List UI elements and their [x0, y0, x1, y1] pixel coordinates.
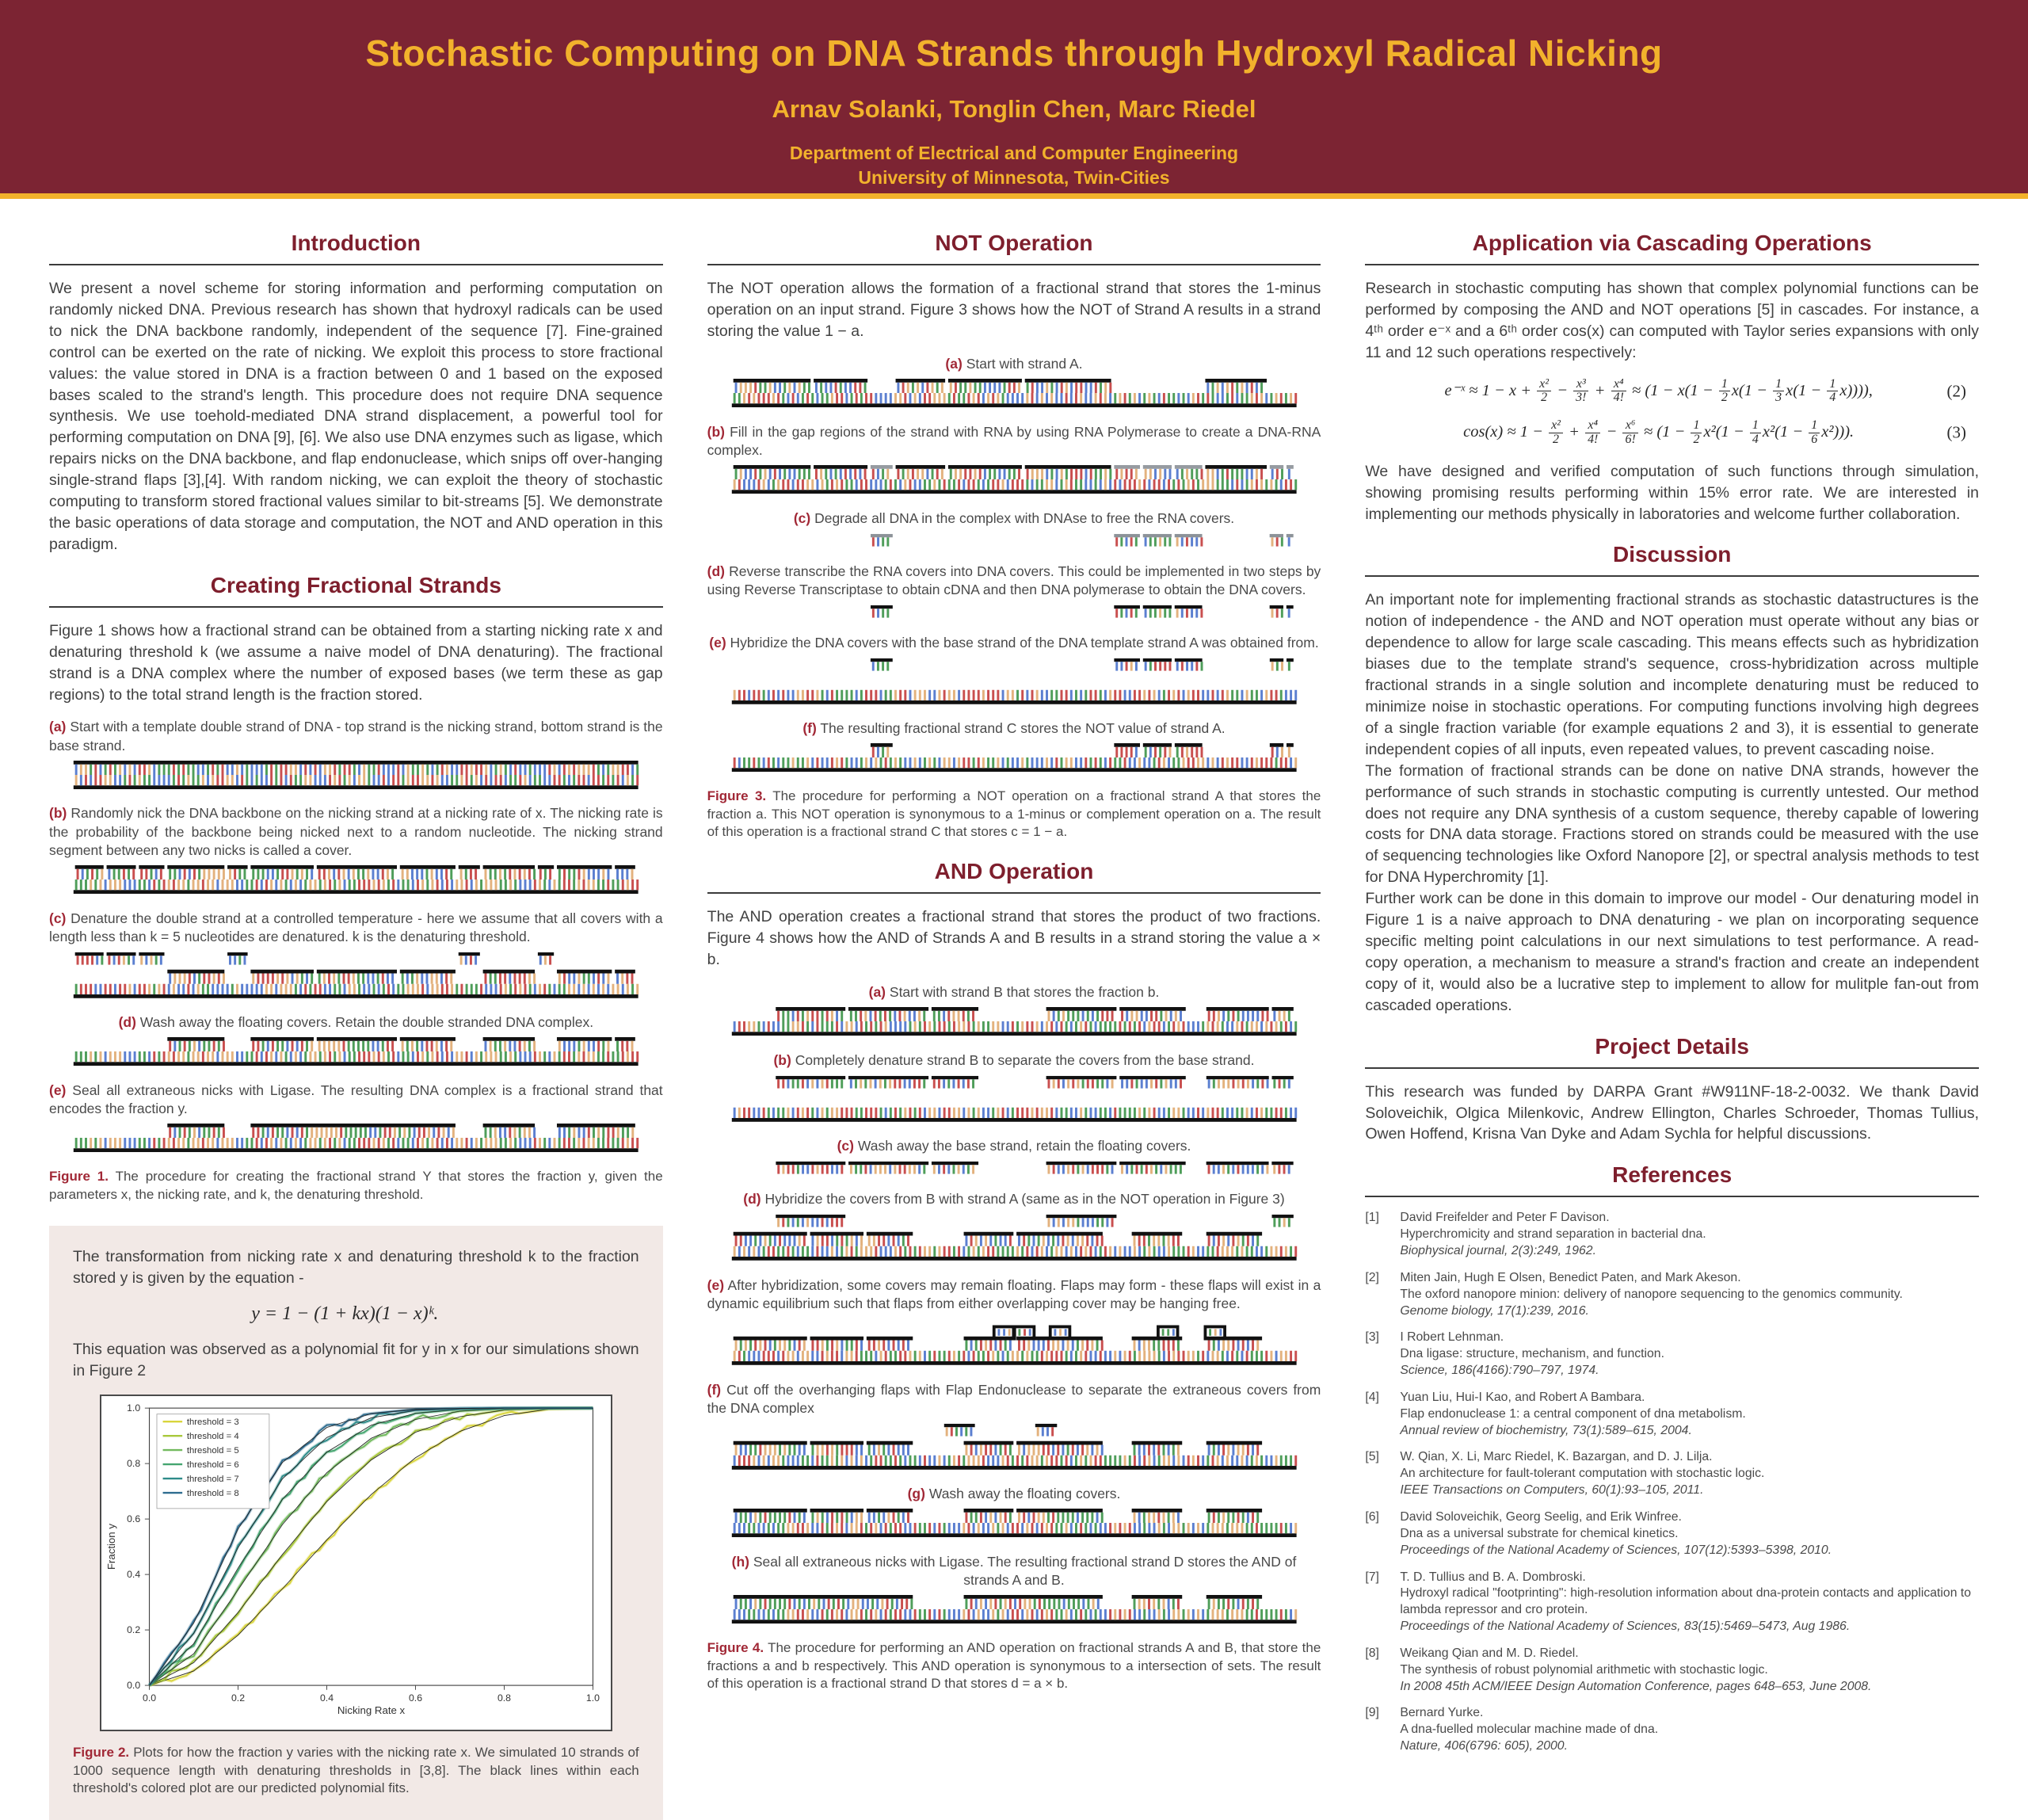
fig3-step-d: (d) Reverse transcribe the RNA covers into DNA covers. This could be implemented in two steps by using Reverse Transcriptase to obtain cDNA and then DNA polymerase to obtain the DNA covers. [707, 563, 1321, 597]
section-heading-introduction: Introduction [291, 231, 421, 255]
and-paragraph: The AND operation creates a fractional strand that stores the product of two fractions. Figure 4 shows how the AND of Strands A and B results in a strand storing the value a × b. [707, 907, 1321, 968]
poster-authors: Arnav Solanki, Tonglin Chen, Marc Riedel [772, 95, 1256, 123]
column-middle [707, 213, 1321, 1820]
svg-text:0.8: 0.8 [497, 1692, 511, 1704]
reference-item-7: [7] T. D. Tullius and B. A. Dombroski. Hydroxyl radical "footprinting": high-resolution information about dna-protein contacts and application to lambda repressor and cro protein. Proceedings of the National Academy of Sciences, 83(15):5469–5473, Aug 1986. [1365, 1570, 1972, 1634]
dna-strand-diagram-fig1a [71, 761, 641, 792]
svg-text:0.2: 0.2 [126, 1624, 140, 1635]
introduction-paragraph: We present a novel scheme for storing information and performing computation on randomly nicked DNA. Previous research has shown that hydroxyl radicals can be used to nick the DNA backbone randomly, independent of the sequence [7]. Fine-grained control can be exerted on the rate of nicking. We exploit this process to store fractional values: the value stored in DNA is a fraction between 0 and 1 based on the exposed bases scaled to the strand's length. This procedure does not require DNA sequence synthesis. We use toehold-mediated DNA strand displacement, a powerful tool for performing computation on DNA [9], [6]. We also use DNA enzymes such as ligase, which repairs nicks on the DNA backbone, and flap endonuclease, which snips off over-hanging single-strand flaps [3],[4]. With random nicking, we can exploit the theory of stochastic computing to transform stored fractional values similar to bit-streams [5]. We demonstrate the basic operations of data storage and computation, the NOT and AND operation in this paradigm. [49, 280, 663, 553]
section-heading-not-operation: NOT Operation [935, 231, 1093, 255]
dna-strand-diagram-fig3c [729, 533, 1299, 550]
fig4-step-b: (b) Completely denature strand B to separate the covers from the base strand. [773, 1051, 1255, 1068]
fig1-step-c: (c) Denature the double strand at a controlled temperature - here we assume that all covers with a length less than k = 5 nucleotides are denatured. k is the denaturing threshold. [49, 910, 663, 944]
dna-strand-diagram-fig4g [729, 1509, 1299, 1540]
reference-item-3: [3] I Robert Lehnman. Dna ligase: structure, mechanism, and function. Science, 186(4166):790–797, 1974. [1365, 1330, 1664, 1378]
fig4-step-h: (h) Seal all extraneous nicks with Ligase. The resulting fractional strand D stores the AND of strands A and B. [731, 1554, 1297, 1589]
affiliation-line-1: Department of Electrical and Computer Engineering [789, 143, 1239, 163]
figure2-chart [100, 1395, 612, 1731]
fig4-step-a: (a) Start with strand B that stores the fraction b. [868, 983, 1160, 1000]
references-list [1365, 1210, 1979, 1755]
svg-text:1.0: 1.0 [126, 1402, 140, 1414]
figure2-caption: Figure 2. Plots for how the fraction y varies with the nicking rate x. We simulated 10 strands of 1000 sequence length with denaturing thresholds in [3,8]. The black lines within each threshold's colored plot are our predicted polynomial fits. [73, 1745, 639, 1796]
fig1-step-e: (e) Seal all extraneous nicks with Ligase. The resulting DNA complex is a fractional strand that encodes the fraction y. [49, 1082, 663, 1117]
application-paragraph-1: Research in stochastic computing has shown that complex polynomial functions can be performed by composing the AND and NOT operations [5] in cascades. For instance, a 4ᵗʰ order e⁻ˣ and a 6ᵗʰ order cos(x) can computed with Taylor series expansions with only 11 and 12 such operations respectively: [1365, 280, 1979, 361]
fig4-step-e: (e) After hybridization, some covers may remain floating. Flaps may form - these flaps will exist in a dynamic equilibrium such that flaps from either overlapping cover may be hanging free. [707, 1276, 1321, 1311]
dna-strand-diagram-fig3b [729, 465, 1299, 497]
heading-rule [707, 264, 1321, 265]
dna-strand-diagram-fig4h [729, 1595, 1299, 1627]
dna-strand-diagram-fig4a [729, 1007, 1299, 1039]
equation-2: e⁻ˣ ≈ 1 − x + $\frac{\text{x²}}{2}$ − $\frac{\text{x³}}{3!}$ + $\frac{\text{x⁴}}{4!}$ ≈ (1 − x(1 − $\frac{1}{2}$ x(1 − $\frac{1}{3}$ x(1 − $\frac{1}{4}$ x)))), (2) [1444, 376, 1966, 405]
reference-item-6: [6] David Soloveichik, Georg Seelig, and Erik Winfree. Dna as a universal substrate for chemical kinetics. Proceedings of the National Academy of Sciences, 107(12):5393–5398, 2010. [1365, 1509, 1832, 1557]
heading-rule [707, 892, 1321, 894]
heading-rule [1365, 264, 1979, 265]
fig1-step-b: (b) Randomly nick the DNA backbone on the nicking strand at a nicking rate of x. The nicking rate is the probability of the backbone being nicked next to a random nucleotide. The nicking strand segment between any two nicks is called a cover. [49, 805, 663, 858]
fig3-step-e: (e) Hybridize the DNA covers with the base strand of the DNA template strand A was obtained from. [709, 634, 1319, 651]
affiliation-line-2: University of Minnesota, Twin-Cities [858, 167, 1170, 189]
svg-text:threshold = 8: threshold = 8 [186, 1488, 239, 1498]
project-details-section [1365, 1034, 1979, 1146]
not-paragraph: The NOT operation allows the formation of a fractional strand that stores the 1-minus operation on an input strand. Figure 3 shows how the NOT of Strand A results in a strand storing the value 1 − a. [707, 280, 1321, 340]
column-left [49, 213, 663, 1820]
heading-rule [49, 264, 663, 265]
dna-strand-diagram-fig1d [71, 1037, 641, 1069]
reference-item-9: [9] Bernard Yurke. A dna-fuelled molecular machine made of dna. Nature, 406(6796: 605), 2000. [1365, 1706, 1659, 1753]
dna-strand-diagram-fig4e [729, 1318, 1299, 1368]
svg-text:threshold = 7: threshold = 7 [186, 1474, 239, 1484]
figure4-caption: Figure 4. The procedure for performing an AND operation on fractional strands A and B, that store the fractions a and b respectively. This AND operation is synonymous to a intersection of sets. The result of this operation is a fractional strand D that stores d = a × b. [707, 1640, 1321, 1692]
poster-header [0, 0, 2028, 199]
figure2-plot-svg [101, 1396, 611, 1726]
dna-strand-diagram-fig4b [729, 1075, 1299, 1125]
figure1-caption: Figure 1. The procedure for creating the fractional strand Y that stores the fraction y, given the parameters x, the nicking rate, and k, the denaturing threshold. [49, 1169, 663, 1202]
reference-item-2: [2] Miten Jain, Hugh E Olsen, Benedict Paten, and Mark Akeson. The oxford nanopore minion: delivery of nanopore sequencing to the genomics community. Genome biology, 17(1):239, 2016. [1365, 1270, 1903, 1318]
fig1-step-a: (a) Start with a template double strand of DNA - top strand is the nicking strand, bottom strand is the base strand. [49, 719, 663, 754]
dna-strand-diagram-fig3e [729, 658, 1299, 708]
project-details-paragraph: This research was funded by DARPA Grant #W911NF-18-2-0032. We thank David Soloveichik, Olgica Milenkovic, Andrew Ellington, Charles Schroeder, Thomas Tullius, Owen Hoffend, Krisna Van Dyke and Adam Sychla for helpful discussions. [1365, 1082, 1979, 1143]
reference-item-4: [4] Yuan Liu, Hui-I Kao, and Robert A Bambara. Flap endonuclease 1: a central component of dna metabolism. Annual review of biochemistry, 73(1):589–615, 2004. [1365, 1390, 1746, 1437]
heading-rule [49, 606, 663, 608]
fig4-step-f: (f) Cut off the overhanging flaps with Flap Endonuclease to separate the extraneous covers from the DNA complex [707, 1381, 1321, 1416]
section-heading-references: References [1612, 1162, 1733, 1188]
dna-strand-diagram-fig3f [729, 743, 1299, 775]
equation-figure2-box [49, 1226, 663, 1820]
fig4-step-g: (g) Wash away the floating covers. [907, 1486, 1121, 1502]
svg-text:0.6: 0.6 [126, 1513, 140, 1524]
section-heading-discussion: Discussion [1612, 542, 1732, 567]
svg-text:threshold = 3: threshold = 3 [186, 1417, 239, 1427]
dna-strand-diagram-fig4f [729, 1423, 1299, 1473]
column-right [1365, 213, 1979, 1820]
poster-columns [0, 199, 2028, 1820]
heading-rule [1365, 1196, 1979, 1197]
dna-strand-diagram-fig4d [729, 1214, 1299, 1264]
section-heading-creating-fractional-strands: Creating Fractional Strands [210, 572, 501, 597]
dna-strand-diagram-fig1e [71, 1124, 641, 1155]
svg-text:Fraction y: Fraction y [105, 1524, 117, 1570]
svg-text:0.0: 0.0 [142, 1692, 156, 1704]
dna-strand-diagram-fig4c [729, 1161, 1299, 1177]
fig3-step-b: (b) Fill in the gap regions of the strand with RNA by using RNA Polymerase to create a DNA-RNA complex. [707, 423, 1321, 458]
svg-text:threshold = 4: threshold = 4 [186, 1431, 239, 1441]
discussion-paragraph-3: Further work can be done in this domain to improve our model - Our denaturing model in Figure 1 is a naive approach to DNA denaturing - we plan on incorporating sequence specific melting point calculations in our next simulations to test performance. A read-copy operation, a mechanism to measure a strand's fraction and create an independent copy of it, would also be a lucrative step to implement to allow for mulitple fan-out from cascaded operations. [1365, 890, 1979, 1014]
svg-text:0.4: 0.4 [319, 1692, 334, 1704]
discussion-paragraph-1: An important note for implementing fractional strands as stochastic datastructures is the notion of independence - the AND and NOT operation must operate without any bias or dependence to allow for large scale cascading. This means effects such as hybridization biases due to the template strand's sequence, cross-hybridization across multiple fractional strands in a single solution and incomplete denaturing must be reduced to minimize noise in stochastic operations. For computing functions involving high degrees of a single fraction variable (for example equations 2 and 3), it is essential to generate independent copies of all inputs, even repeated values, to prevent cascading noise. [1365, 591, 1979, 758]
fig3-step-a: (a) Start with strand A. [945, 355, 1083, 372]
fig3-step-f: (f) The resulting fractional strand C stores the NOT value of strand A. [802, 720, 1226, 737]
figure3-caption: Figure 3. The procedure for performing a NOT operation on a fractional strand A that stores the fraction a. This NOT operation is synonymous to a 1-minus or complement operation on a. The result of this operation is a fractional strand C that stores c = 1 − a. [707, 788, 1321, 840]
reference-item-1: [1] David Freifelder and Peter F Davison. Hyperchromicity and strand separation in bacterial dna. Biophysical journal, 2(3):249, 1962. [1365, 1211, 1706, 1257]
dna-strand-diagram-fig1c [71, 952, 641, 1002]
svg-text:threshold = 5: threshold = 5 [186, 1445, 239, 1456]
heading-rule [1365, 1067, 1979, 1069]
equation-3: cos(x) ≈ 1 − $\frac{\text{x²}}{2}$ + $\frac{\text{x⁴}}{4!}$ − $\frac{\text{x⁶}}{6!}$ ≈ (1 − $\frac{1}{2}$ x²(1 − $\frac{1}{4}$ x²(1 − $\frac{1}{6}$ x²))). (3) [1463, 418, 1966, 446]
application-paragraph-2: We have designed and verified computation of such functions through simulation, showing promising results performing within 15% error rate. We are interested in implementing our methods physically in laboratories and welcome further collaboration. [1365, 462, 1979, 523]
svg-text:0.8: 0.8 [126, 1457, 140, 1469]
fig1-step-d: (d) Wash away the floating covers. Retain the double stranded DNA complex. [118, 1014, 594, 1031]
poster-affiliation [0, 141, 2028, 190]
dna-strand-diagram-fig3a [729, 379, 1299, 410]
svg-text:1.0: 1.0 [585, 1692, 600, 1704]
creating-paragraph: Figure 1 shows how a fractional strand can be obtained from a starting nicking rate x and denaturing threshold k (we assume a naive model of DNA denaturing). The fractional strand is a DNA complex where the number of exposed bases (we term these as gap regions) to the total strand length is the fraction stored. [49, 621, 663, 704]
fig3-step-c: (c) Degrade all DNA in the complex with DNAse to free the RNA covers. [793, 509, 1235, 526]
reference-item-8: [8] Weikang Qian and M. D. Riedel. The synthesis of robust polynomial arithmetic with stochastic logic. In 2008 45th ACM/IEEE Design Automation Conference, pages 648–653, June 2008. [1365, 1646, 1872, 1693]
svg-text:0.4: 0.4 [126, 1568, 140, 1580]
poster-title: Stochastic Computing on DNA Strands through Hydroxyl Radical Nicking [365, 32, 1663, 74]
discussion-paragraph-2: The formation of fractional strands can be done on native DNA strands, however the performance of such strands in stochastic computing is currently untested. Our method does not require any DNA synthesis of a custom sequence, thereby capable of lowering costs for DNA data storage. Fractions stored on strands could be measured with the use of sequencing technologies like Oxford Nanopore [2], or spectral analysis methods to test for DNA Hyperchromity [1]. [1365, 761, 1979, 887]
dna-strand-diagram-fig3d [729, 605, 1299, 621]
section-heading-and-operation: AND Operation [934, 858, 1094, 883]
svg-text:0.6: 0.6 [408, 1692, 422, 1704]
dna-strand-diagram-fig1b [71, 865, 641, 897]
section-heading-application: Application via Cascading Operations [1472, 231, 1872, 255]
section-heading-project-details: Project Details [1595, 1033, 1749, 1059]
svg-text:0.0: 0.0 [126, 1679, 140, 1691]
equation-1: y = 1 − (1 + kx)(1 − x)ᵏ. [251, 1303, 439, 1325]
fig4-step-c: (c) Wash away the base strand, retain the floating covers. [837, 1138, 1191, 1154]
box-text-2: This equation was observed as a polynomial fit for y in x for our simulations shown in Figure 2 [73, 1341, 639, 1380]
reference-item-5: [5] W. Qian, X. Li, Marc Riedel, K. Bazargan, and D. J. Lilja. An architecture for fault-tolerant computation with stochastic logic. IEEE Transactions on Computers, 60(1):93–105, 2011. [1365, 1450, 1765, 1498]
svg-text:threshold = 6: threshold = 6 [186, 1459, 239, 1470]
svg-text:Nicking Rate x: Nicking Rate x [337, 1704, 405, 1717]
svg-text:0.2: 0.2 [231, 1692, 245, 1704]
fig4-step-d: (d) Hybridize the covers from B with strand A (same as in the NOT operation in Figure 3) [743, 1191, 1285, 1208]
box-text-1: The transformation from nicking rate x and denaturing threshold k to the fraction stored y is given by the equation - [73, 1248, 639, 1288]
heading-rule [1365, 575, 1979, 577]
